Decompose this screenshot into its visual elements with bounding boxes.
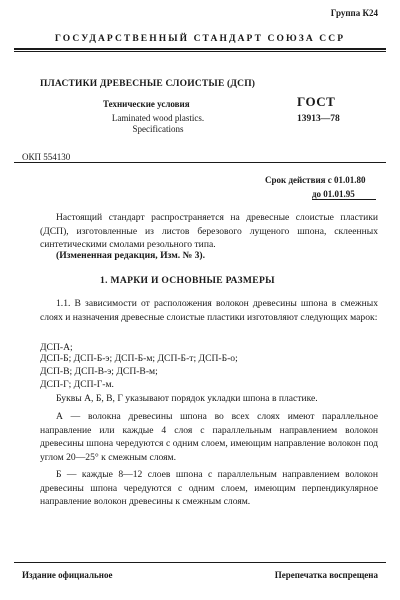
header-rule-thin [14,51,386,52]
grade-line: ДСП-А; [40,342,73,353]
validity-underline [312,199,376,200]
validity-from: Срок действия с 01.01.80 [265,175,366,185]
grade-line: ДСП-Г; ДСП-Г-м. [40,379,114,390]
amendment-note: (Измененная редакция, Изм. № 3). [56,250,206,261]
grade-line: ДСП-Б; ДСП-Б-э; ДСП-Б-м; ДСП-Б-т; ДСП-Б-о; [40,353,238,364]
official-edition-note: Издание официальное [22,570,113,580]
document-subtitle: Технические условия [103,99,190,109]
footer-rule [14,562,386,563]
english-title-line1: Laminated wood plastics. [111,113,205,123]
grade-line: ДСП-В; ДСП-В-э; ДСП-В-м; [40,366,158,377]
section-heading: 1. МАРКИ И ОСНОВНЫЕ РАЗМЕРЫ [100,275,275,286]
reprint-prohibited-note: Перепечатка воспрещена [274,570,378,580]
standard-title: ГОСУДАРСТВЕННЫЙ СТАНДАРТ СОЮЗА ССР [54,34,346,44]
document-title: ПЛАСТИКИ ДРЕВЕСНЫЕ СЛОИСТЫЕ (ДСП) [40,79,256,89]
definition-a: А — волокна древесины шпона во всех слоях имеют параллельное направление или каждые 4 слоя с параллельным направлением волокон древесины шпона чередуются с одним слоем, имеющим направление волокон под углом 20—25° к смежным слоям. [40,411,378,463]
group-code: Группа К24 [330,8,378,18]
gost-number: 13913—78 [297,114,340,124]
gost-label: ГОСТ [297,94,336,109]
intro-paragraph: Настоящий стандарт распространяется на древесные слоистые пластики (ДСП), изготовленные из листов березового лущеного шпона, склеенных синтетическими смолами резольного типа. [40,212,378,250]
okp-code: ОКП 554130 [22,152,71,162]
validity-to: до 01.01.95 [312,189,355,199]
english-title-line2: Specifications [132,124,184,134]
english-title [103,113,213,135]
separator-line [14,162,386,163]
header-rule [14,48,386,50]
letters-note: Буквы А, Б, В, Г указывают порядок укладки шпона в пластике. [56,393,318,404]
clause-1-1: 1.1. В зависимости от расположения волокон древесины шпона в смежных слоях и назначения древесные слоистые пластики изготовляют следующих марок: [40,298,378,323]
definition-b: Б — каждые 8—12 слоев шпона с параллельным направлением волокон древесины шпона чередуются с одним слоем, имеющим перпендикулярное направление волокон древесины к смежным слоям. [40,469,378,507]
